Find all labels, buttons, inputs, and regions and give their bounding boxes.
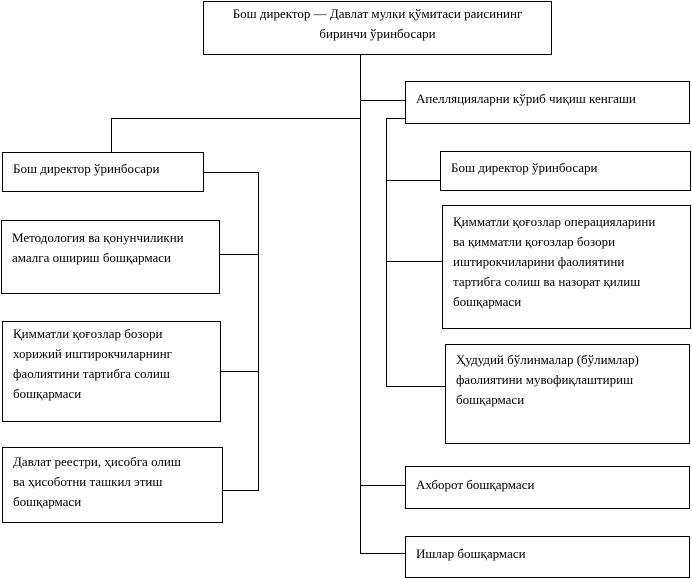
regional-line-2: фаолиятини мувофиқлаштириш [456,372,634,387]
regional-line-1: Ҳудудий бўлинмалар (бўлимлар) [456,352,639,367]
head-line-1: Бош директор — Давлат мулки қўмитаси раисининг [232,6,523,21]
registry-box [2,447,223,523]
affairs-dept-box [405,536,690,578]
information-dept-box [405,466,690,509]
securities-operations-box [442,205,691,329]
affairs-label: Ишлар бошқармаси [416,546,526,561]
methodology-line-2: амалга ошириш бошқармаси [12,250,171,265]
registry-line-3: бошқармаси [13,494,82,509]
regional-line-3: бошқармаси [456,392,525,407]
appeal-council-box [405,81,690,124]
foreign-line-1: Қимматли қоғозлар бозори [13,326,163,341]
operations-line-5: бошқармаси [453,294,522,309]
operations-line-4: тартибга солиш ва назорат қилиш [453,274,641,289]
methodology-box [1,220,220,294]
operations-line-2: ва қимматли қоғозлар бозори [453,234,616,249]
regional-units-box [445,344,690,444]
appeal-label: Апелляцияларни кўриб чиқиш кенгаши [416,91,636,106]
right-deputy-label: Бош директор ўринбосари [451,160,598,175]
operations-line-1: Қимматли қоғозлар операцияларини [453,214,656,229]
head-line-2: биринчи ўринбосари [319,26,436,41]
foreign-line-2: хорижий иштирокчиларнинг [13,346,172,361]
information-label: Ахборот бошқармаси [416,477,535,492]
foreign-line-3: фаолиятини тартибга солиш [13,366,170,381]
foreign-participants-box [2,321,221,422]
left-deputy-box [2,152,204,192]
foreign-line-4: бошқармаси [13,386,82,401]
right-deputy-box [440,151,691,191]
registry-line-1: Давлат реестри, ҳисобга олиш [13,454,181,469]
head-box [203,1,552,55]
registry-line-2: ва ҳисоботни ташкил этиш [13,474,163,489]
left-deputy-label: Бош директор ўринбосари [13,161,160,176]
methodology-line-1: Методология ва қонунчиликни [12,230,184,245]
operations-line-3: иштирокчиларини фаолиятини [453,254,625,269]
